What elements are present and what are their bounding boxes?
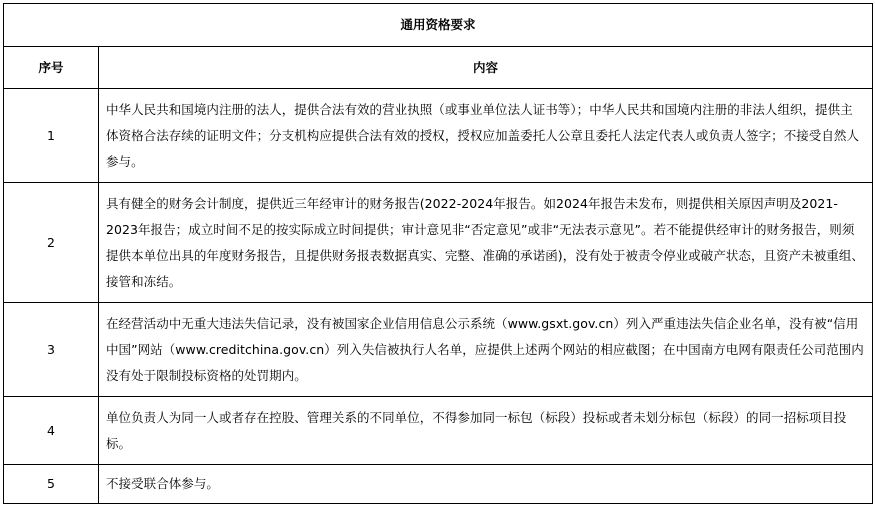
row-content: 单位负责人为同一人或者存在控股、管理关系的不同单位，不得参加同一标包（标段）投标或者未划分标包（标段）的同一招标项目投标。 [99, 397, 873, 465]
qualification-requirements-table [3, 3, 873, 504]
row-content: 不接受联合体参与。 [99, 465, 873, 504]
column-header-number: 序号 [4, 47, 99, 89]
row-number: 2 [4, 183, 99, 303]
table-row [4, 397, 873, 465]
table-row [4, 89, 873, 183]
table-title-row [4, 4, 873, 47]
table-row [4, 303, 873, 397]
row-content: 在经营活动中无重大违法失信记录，没有被国家企业信用信息公示系统（www.gsxt.gov.cn）列入严重违法失信企业名单，没有被“信用中国”网站（www.creditchina.gov.cn）列入失信被执行人名单，应提供上述两个网站的相应截图；在中国南方电网有限责任公司范围内没有处于限制投标资格的处罚期内。 [99, 303, 873, 397]
table-row [4, 465, 873, 504]
row-number: 1 [4, 89, 99, 183]
row-number: 5 [4, 465, 99, 504]
row-content: 中华人民共和国境内注册的法人，提供合法有效的营业执照（或事业单位法人证书等）；中华人民共和国境内注册的非法人组织，提供主体资格合法存续的证明文件；分支机构应提供合法有效的授权，授权应加盖委托人公章且委托人法定代表人或负责人签字；不接受自然人参与。 [99, 89, 873, 183]
table-title: 通用资格要求 [4, 4, 873, 47]
row-number: 4 [4, 397, 99, 465]
row-number: 3 [4, 303, 99, 397]
table-header-row [4, 47, 873, 89]
table-row [4, 183, 873, 303]
column-header-content: 内容 [99, 47, 873, 89]
row-content: 具有健全的财务会计制度，提供近三年经审计的财务报告(2022-2024年报告。如2024年报告未发布，则提供相关原因声明及2021-2023年报告；成立时间不足的按实际成立时间提供；审计意见非“否定意见”或非“无法表示意见”。若不能提供经审计的财务报告，则须提供本单位出具的年度财务报告，且提供财务报表数据真实、完整、准确的承诺函)，没有处于被责令停业或破产状态，且资产未被重组、接管和冻结。 [99, 183, 873, 303]
